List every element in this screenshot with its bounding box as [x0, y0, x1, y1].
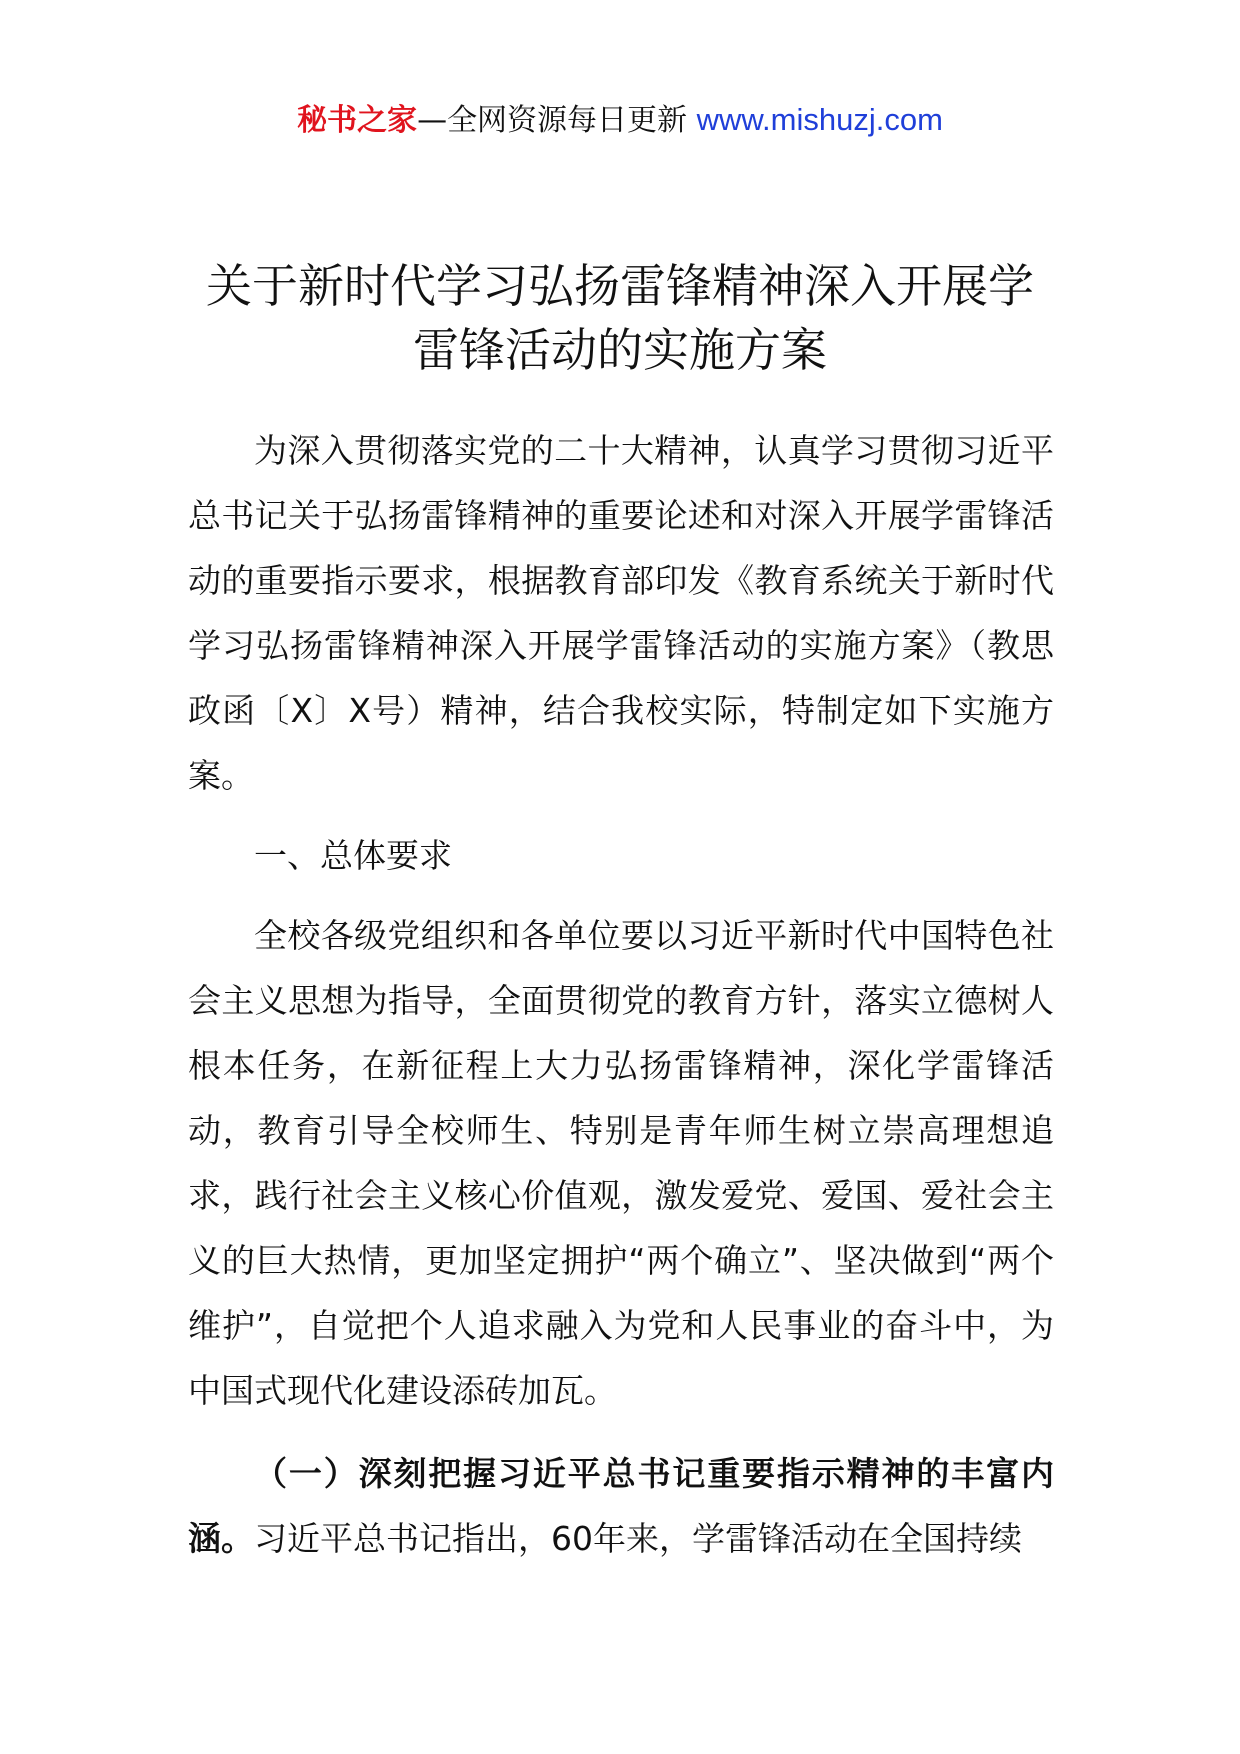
subsection-heading-1: （一）深刻把握习近平总书记重要指示精神的丰富内涵。 — [188, 1454, 1054, 1558]
section-heading-overall-requirements: 一、总体要求 — [254, 836, 452, 875]
document-body — [188, 418, 1054, 1571]
site-tagline: —全网资源每日更新 — [417, 103, 697, 138]
subsection-body-1: 习近平总书记指出，60年来，学雷锋活动在全国持续 — [254, 1519, 1022, 1558]
intro-paragraph: 为深入贯彻落实党的二十大精神，认真学习贯彻习近平总书记关于弘扬雷锋精神的重要论述和对深入开展学雷锋活动的重要指示要求，根据教育部印发《教育系统关于新时代学习弘扬雷锋精神深入开展学雷锋活动的实施方案》（教思政函〔X〕X号）精神，结合我校实际，特制定如下实施方案。 — [188, 431, 1054, 795]
site-url-link[interactable]: www.mishuzj.com — [696, 102, 943, 137]
document-title: 关于新时代学习弘扬雷锋精神深入开展学雷锋活动的实施方案 — [206, 259, 1034, 377]
section-paragraph-overall-requirements: 全校各级党组织和各单位要以习近平新时代中国特色社会主义思想为指导，全面贯彻党的教育方针，落实立德树人根本任务，在新征程上大力弘扬雷锋精神，深化学雷锋活动，教育引导全校师生、特别是青年师生树立崇高理想追求，践行社会主义核心价值观，激发爱党、爱国、爱社会主义的巨大热情，更加坚定拥护“两个确立”、坚决做到“两个维护”，自觉把个人追求融入为党和人民事业的奋斗中，为中国式现代化建设添砖加瓦。 — [188, 916, 1054, 1410]
subsection-paragraph-1 — [188, 1441, 1054, 1571]
site-brand: 秘书之家 — [297, 103, 418, 138]
site-header — [0, 100, 1240, 141]
